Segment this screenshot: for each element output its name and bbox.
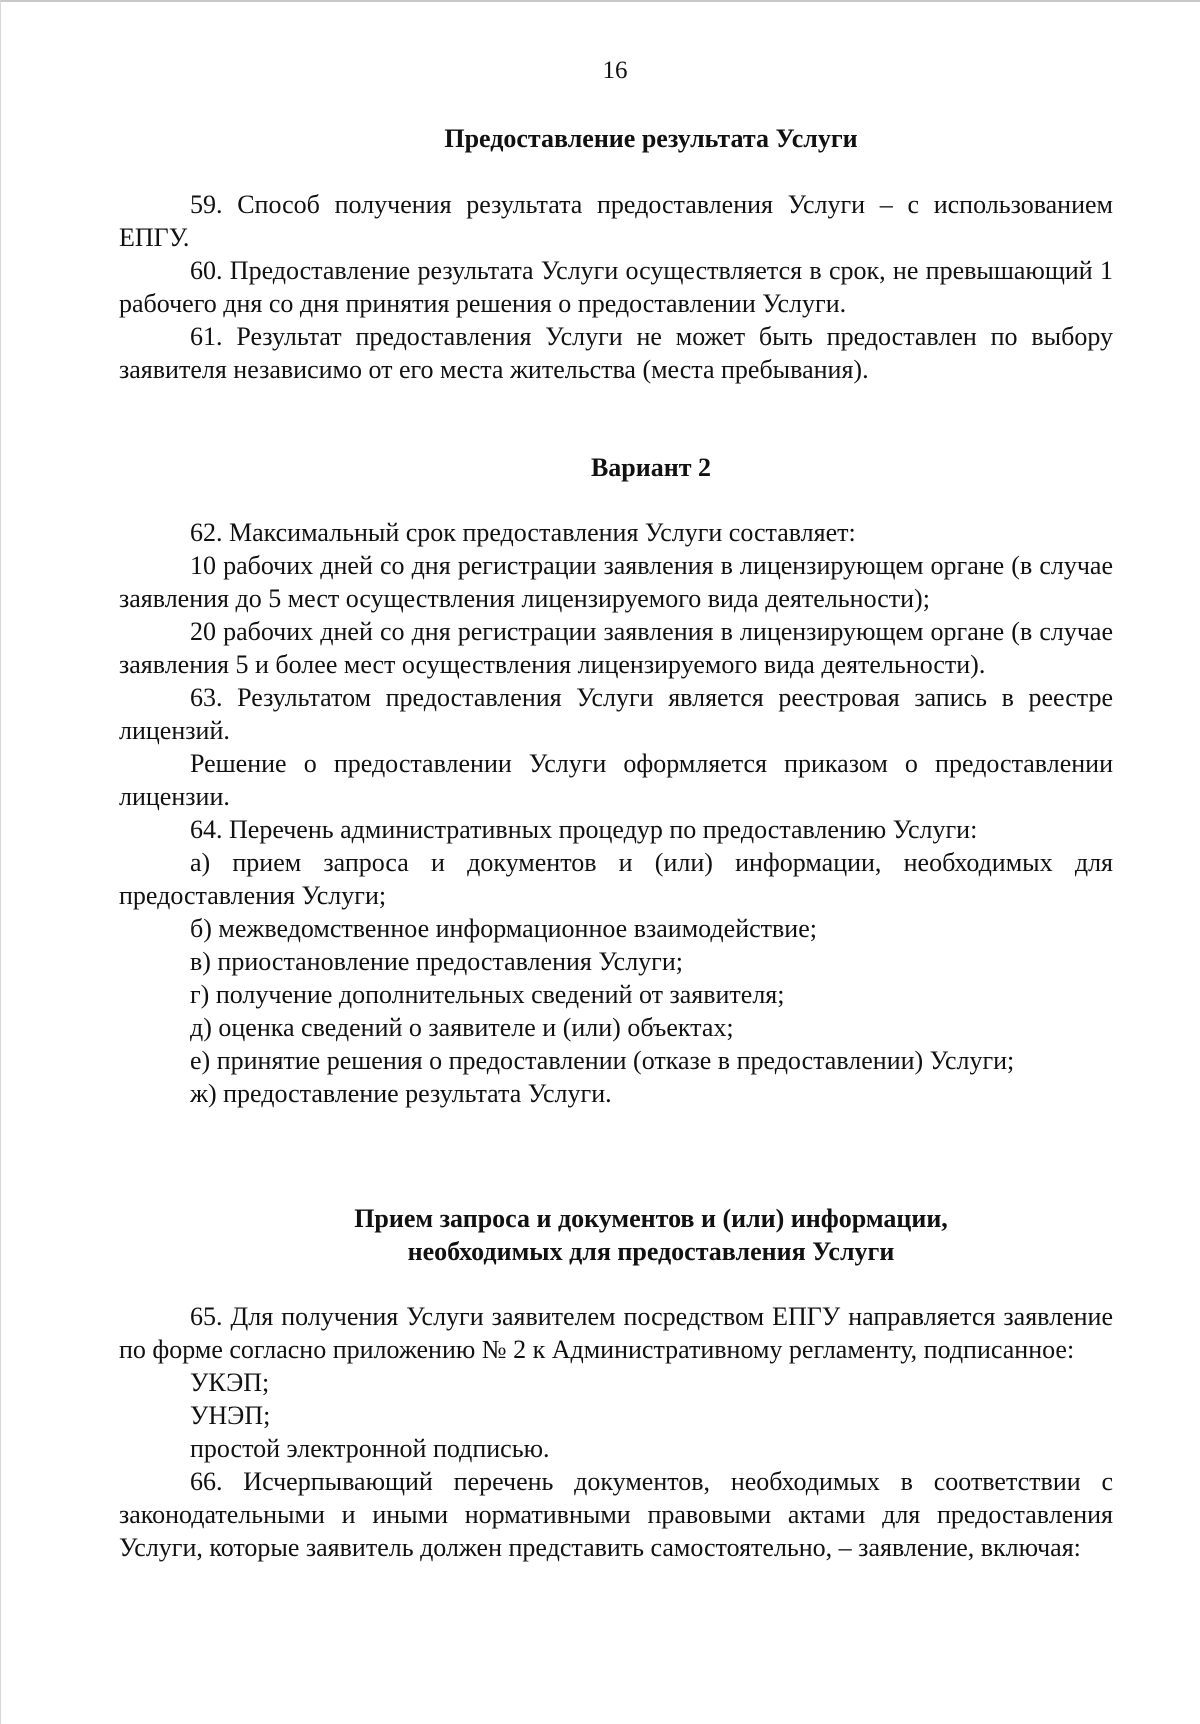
section-heading-request-line-2: необходимых для предоставления Услуги (407, 1237, 895, 1266)
paragraph-62-b: 20 рабочих дней со дня регистрации заявления в лицензирующем органе (в случае заявления 5 и более мест осуществления лицензируемого вида деятельности). (119, 617, 1113, 679)
paragraph-59: 59. Способ получения результата предоставления Услуги – с использованием ЕПГУ. (119, 190, 1113, 252)
list-item-65-unep: УНЭП; (190, 1401, 271, 1430)
section-heading-request-line-1: Прием запроса и документов и (или) информации, (354, 1204, 948, 1233)
section-body-result (119, 188, 1113, 386)
list-item-65-simple-signature: простой электронной подписью. (190, 1434, 550, 1463)
section-heading-request (101, 1202, 1200, 1268)
paragraph-61: 61. Результат предоставления Услуги не может быть предоставлен по выбору заявителя независимо от его места жительства (места пребывания). (119, 322, 1113, 384)
list-item-64-d: г) получение дополнительных сведений от заявителя; (190, 980, 785, 1009)
section-body-variant-2 (119, 516, 1113, 1110)
list-item-64-c: в) приостановление предоставления Услуги; (190, 947, 683, 976)
section-body-request (119, 1300, 1113, 1564)
list-item-64-g: ж) предоставление результата Услуги. (190, 1079, 612, 1108)
section-heading-variant-2: Вариант 2 (590, 453, 712, 482)
paragraph-65: 65. Для получения Услуги заявителем посредством ЕПГУ направляется заявление по форме согласно приложению № 2 к Административному регламенту, подписанное: (119, 1302, 1113, 1364)
paragraph-60: 60. Предоставление результата Услуги осуществляется в срок, не превышающий 1 рабочего дня со дня принятия решения о предоставлении Услуги. (119, 256, 1113, 318)
paragraph-63: 63. Результатом предоставления Услуги является реестровая запись в реестре лицензий. (119, 683, 1113, 745)
list-item-64-e: д) оценка сведений о заявителе и (или) объектах; (190, 1013, 734, 1042)
list-item-64-b: б) межведомственное информационное взаимодействие; (190, 914, 817, 943)
list-item-64-a: а) прием запроса и документов и (или) информации, необходимых для предоставления Услуги; (119, 848, 1113, 910)
paragraph-64: 64. Перечень административных процедур по предоставлению Услуги: (190, 815, 978, 844)
paragraph-62: 62. Максимальный срок предоставления Услуги составляет: (190, 518, 856, 547)
section-heading-result: Предоставление результата Услуги (444, 124, 858, 153)
list-item-64-f: е) принятие решения о предоставлении (отказе в предоставлении) Услуги; (190, 1046, 1015, 1075)
paragraph-63-a: Решение о предоставлении Услуги оформляется приказом о предоставлении лицензии. (119, 749, 1113, 811)
page-number: 16 (602, 57, 628, 84)
paragraph-66: 66. Исчерпывающий перечень документов, необходимых в соответствии с законодательными и иными нормативными правовыми актами для предоставления Услуги, которые заявитель должен представить самостоятельно, – заявление, включая: (119, 1467, 1113, 1562)
paragraph-62-a: 10 рабочих дней со дня регистрации заявления в лицензирующем органе (в случае заявления до 5 мест осуществления лицензируемого вида деятельности); (119, 551, 1113, 613)
list-item-65-ukep: УКЭП; (190, 1368, 270, 1397)
